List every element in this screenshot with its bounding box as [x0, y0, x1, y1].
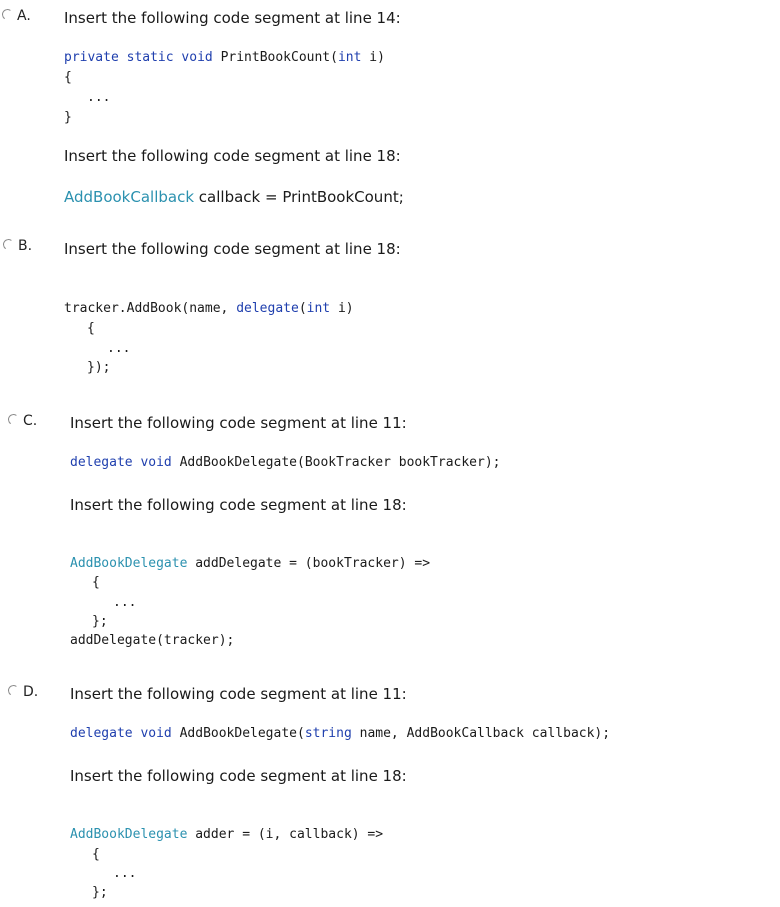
option-b-radio[interactable] [2, 238, 15, 251]
option-b-instruction-1: Insert the following code segment at line 18: [64, 240, 401, 258]
option-a-radio[interactable] [1, 8, 14, 21]
type-name: AddBookDelegate [70, 556, 188, 571]
option-d-brace-open: { [92, 847, 100, 862]
param: i) [330, 301, 354, 316]
paren: ( [298, 301, 307, 316]
option-a-dots: ... [87, 90, 111, 105]
option-b-close: }); [87, 360, 111, 375]
option-c-code-2-line-1 [70, 556, 430, 571]
keyword: delegate [70, 455, 133, 470]
keyword: private [64, 50, 119, 65]
option-d-instruction-1: Insert the following code segment at line 11: [70, 685, 407, 703]
option-d-dots: ... [113, 866, 137, 881]
keyword: int [306, 301, 331, 316]
call: tracker.AddBook(name, [64, 301, 237, 316]
statement: addDelegate = (bookTracker) => [187, 556, 431, 571]
keyword: void [140, 455, 172, 470]
option-a-instruction-2: Insert the following code segment at line 18: [64, 147, 401, 165]
keyword: delegate [70, 726, 133, 741]
option-d-code-2-line-1 [70, 827, 383, 842]
option-c-call: addDelegate(tracker); [70, 633, 235, 648]
keyword: delegate [236, 301, 299, 316]
paren: ( [330, 50, 338, 65]
option-a-instruction-1: Insert the following code segment at line 14: [64, 9, 401, 27]
option-c-dots: ... [113, 595, 137, 610]
option-c-instruction-2: Insert the following code segment at line 18: [70, 496, 407, 514]
option-b-dots: ... [107, 341, 131, 356]
method-name: PrintBookCount [220, 50, 331, 65]
option-a-code-line-1 [64, 50, 385, 65]
option-d-letter: D. [23, 684, 39, 700]
option-a-brace-open: { [64, 70, 72, 85]
option-b-brace-open: { [87, 321, 95, 336]
option-d-code-1 [70, 726, 610, 741]
statement: adder = (i, callback) => [187, 827, 384, 842]
option-b-code-line-1 [64, 301, 354, 316]
type-name: AddBookDelegate [70, 827, 188, 842]
param: i) [361, 50, 385, 65]
option-d-radio[interactable] [7, 684, 20, 697]
option-c-brace-open: { [92, 575, 100, 590]
option-a-code-2 [64, 188, 404, 206]
option-c-close: }; [92, 614, 108, 629]
option-c-instruction-1: Insert the following code segment at line 11: [70, 414, 407, 432]
signature: AddBookDelegate(BookTracker bookTracker); [179, 455, 501, 470]
keyword: int [337, 50, 362, 65]
keyword: void [140, 726, 172, 741]
option-d-instruction-2: Insert the following code segment at line 18: [70, 767, 407, 785]
option-c-code-1 [70, 455, 501, 470]
keyword: static [126, 50, 174, 65]
keyword: void [181, 50, 213, 65]
option-c-letter: C. [23, 413, 38, 429]
option-b-letter: B. [18, 238, 33, 254]
statement: callback = PrintBookCount; [194, 188, 404, 206]
option-a-letter: A. [17, 8, 31, 24]
keyword: string [304, 726, 352, 741]
type-name: AddBookCallback [64, 188, 195, 206]
option-a-brace-close: } [64, 110, 72, 125]
option-d-close: }; [92, 885, 108, 900]
option-c-radio[interactable] [7, 413, 20, 426]
method-name: AddBookDelegate( [179, 726, 305, 741]
params: name, AddBookCallback callback); [351, 726, 611, 741]
